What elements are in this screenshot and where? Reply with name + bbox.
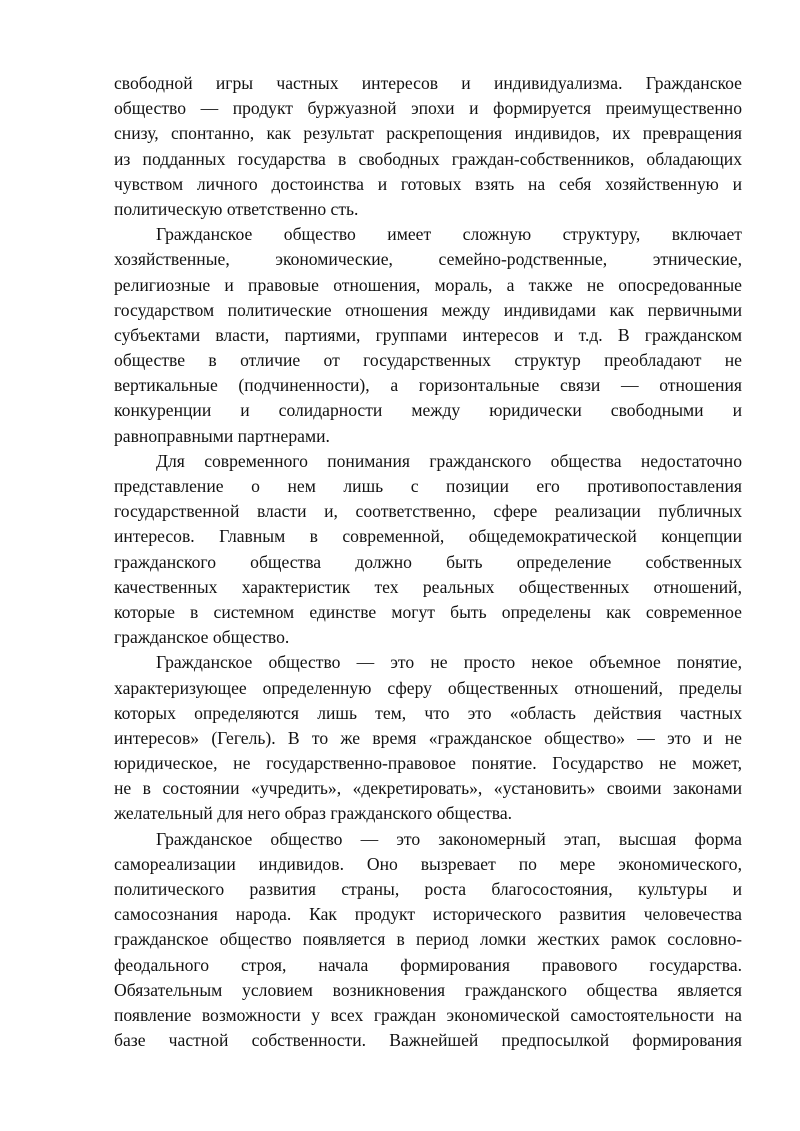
text-line: из подданных государства в свободных граждан-собственников, обладающих — [114, 148, 742, 169]
text-line: гражданское общество появляется в период ломки жестких рамок сословно- — [114, 929, 742, 950]
paragraph-4 — [114, 650, 742, 826]
text-line: характеризующее определенную сферу общественных отношений, пределы — [114, 677, 742, 698]
text-line: субъектами власти, партиями, группами интересов и т.д. В гражданском — [114, 324, 742, 345]
text-line: Гражданское общество — это закономерный этап, высшая форма — [156, 828, 742, 849]
text-line: интересов» (Гегель). В то же время «гражданское общество» — это и не — [114, 727, 742, 748]
paragraph-3 — [114, 449, 742, 651]
text-line: базе частной собственности. Важнейшей предпосылкой формирования — [114, 1030, 742, 1051]
text-line: которых определяются лишь тем, что это «область действия частных — [114, 702, 742, 723]
text-line: Гражданское общество имеет сложную структуру, включает — [156, 224, 742, 245]
text-line: Гражданское общество — это не просто некое объемное понятие, — [156, 652, 742, 673]
text-line: самореализации индивидов. Оно вызревает по мере экономического, — [114, 853, 742, 874]
text-line: юридическое, не государственно-правовое понятие. Государство не может, — [114, 753, 742, 774]
text-line: гражданское общество. — [114, 627, 290, 648]
text-line: общество — продукт буржуазной эпохи и формируется преимущественно — [114, 98, 742, 119]
text-line: желательный для него образ гражданского общества. — [114, 803, 513, 824]
text-line: чувством личного достоинства и готовых взять на себя хозяйственную и — [114, 173, 742, 194]
paragraph-1 — [114, 71, 742, 222]
text-line: феодального строя, начала формирования правового государства. — [114, 954, 742, 975]
text-line: Обязательным условием возникновения гражданского общества является — [114, 979, 742, 1000]
text-line: Для современного понимания гражданского общества недостаточно — [156, 450, 742, 471]
text-line: снизу, спонтанно, как результат раскрепощения индивидов, их превращения — [114, 123, 742, 144]
text-line: которые в системном единстве могут быть определены как современное — [114, 601, 742, 622]
text-line: не в состоянии «учредить», «декретировать», «установить» своими законами — [114, 778, 742, 799]
text-line: самосознания народа. Как продукт исторического развития человечества — [114, 904, 742, 925]
text-line: представление о нем лишь с позиции его противопоставления — [114, 476, 742, 496]
text-line: политическую ответственно сть. — [114, 198, 359, 219]
text-line: появление возможности у всех граждан экономической самостоятельности на — [114, 1004, 742, 1025]
text-line: конкуренции и солидарности между юридически свободными и — [114, 400, 742, 421]
text-line: политического развития страны, роста благосостояния, культуры и — [114, 879, 742, 899]
text-line: религиозные и правовые отношения, мораль, а также не опосредованные — [114, 274, 742, 295]
text-line: равноправными партнерами. — [114, 425, 330, 446]
paragraph-2 — [114, 222, 742, 449]
text-line: гражданского общества должно быть определение собственных — [114, 551, 742, 572]
text-line: хозяйственные, экономические, семейно-родственные, этнические, — [114, 249, 742, 270]
text-line: интересов. Главным в современной, общедемократической концепции — [114, 526, 742, 547]
text-line: государственной власти и, соответственно, сфере реализации публичных — [114, 501, 742, 522]
text-line: свободной игры частных интересов и индивидуализма. Гражданское — [114, 73, 742, 93]
text-line: государством политические отношения между индивидами как первичными — [114, 299, 742, 320]
document-page — [114, 71, 742, 1053]
text-line: качественных характеристик тех реальных общественных отношений, — [114, 576, 742, 597]
paragraph-5 — [114, 827, 742, 1054]
text-line: вертикальные (подчиненности), а горизонтальные связи — отношения — [114, 375, 742, 396]
text-line: обществе в отличие от государственных структур преобладают не — [114, 350, 742, 371]
